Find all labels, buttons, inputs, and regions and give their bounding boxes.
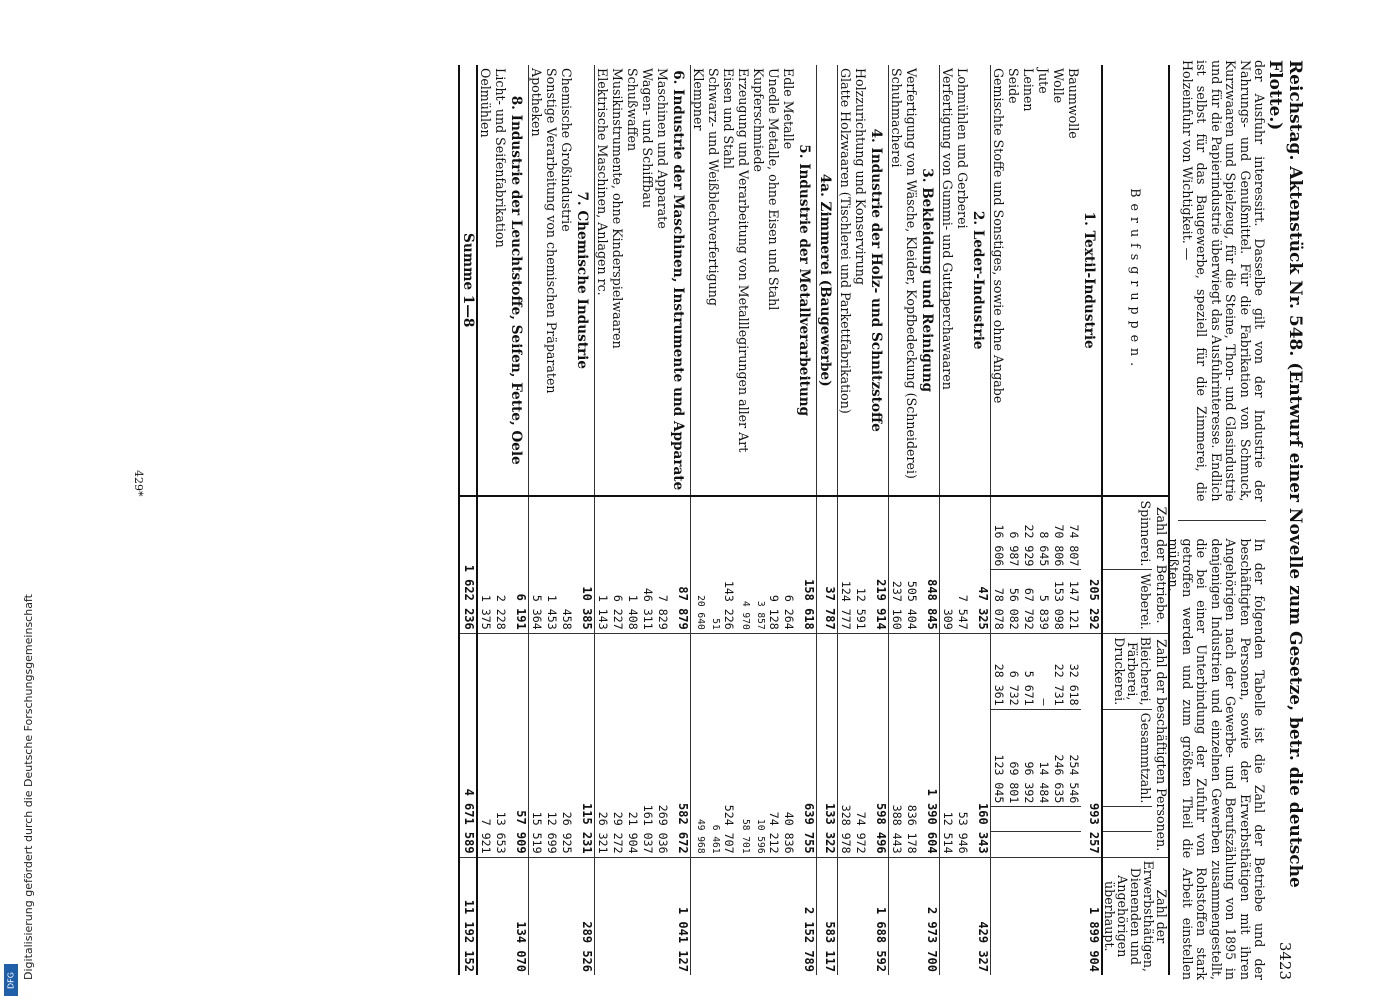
- section-erwerb: 289 526: [574, 857, 595, 975]
- row-label: Musikinstrumente, ohne Kinderspielwaaren: [610, 68, 625, 349]
- table-row: [991, 65, 1007, 975]
- table-row: [838, 65, 854, 975]
- table-row: [625, 65, 640, 975]
- section-row: [970, 65, 991, 975]
- cell: 254 546: [1066, 709, 1081, 807]
- section-erwerb: 2 973 700: [919, 857, 940, 975]
- cell: 1 375: [477, 496, 493, 633]
- table-row: [706, 65, 721, 975]
- section-erwerb: 1 899 904: [1081, 857, 1102, 975]
- row-label: Wagen- und Schiffbau: [640, 68, 655, 208]
- dfg-logo-icon: [4, 964, 18, 996]
- row-label: Erzeugung und Verarbeitung von Metalllegirungen aller Art: [736, 68, 751, 453]
- cell: 143 226: [721, 496, 736, 633]
- cell: 1 408: [625, 496, 640, 633]
- row-label: Unedle Metalle, ohne Eisen und Stahl: [766, 68, 781, 311]
- section-personen: 57 909: [508, 633, 529, 857]
- row-label: Elektrische Maschinen, Anlagen rc.: [595, 68, 610, 296]
- statistics-table: [458, 65, 1170, 975]
- section-row: [868, 65, 889, 975]
- section-title: 4. Industrie der Holz- und Schnitzstoffe: [868, 65, 889, 496]
- page-number-bottom: 429*: [132, 470, 145, 497]
- section-personen: 1 390 604: [919, 633, 940, 857]
- section-betriebe: 848 845: [919, 496, 940, 633]
- cell: 123 045: [991, 709, 1007, 807]
- section-row: [817, 65, 838, 975]
- row-label: Glatte Holzwaaren (Tischlerei und Parkettfabrikation): [838, 68, 853, 414]
- section-row: [919, 65, 940, 975]
- row-label: Baumwolle: [1066, 68, 1081, 139]
- section-betriebe: 47 325: [970, 496, 991, 633]
- cell: 53 946: [955, 633, 970, 857]
- row-label: Oelmühlen: [478, 68, 493, 138]
- cell: 74 212: [766, 633, 781, 857]
- dfg-logo-text: DFG: [6, 972, 16, 989]
- row-label: Lohmühlen und Gerberei: [955, 68, 970, 229]
- cell: 51: [706, 496, 721, 633]
- cell: 40 836: [781, 633, 796, 857]
- intro-right-column: In der folgenden Tabelle ist die Zahl der Betriebe und der beschäftigten Personen, sowie der Erwerbsthätigen mit ihren Angehörigen nach der Gewerbe- und Berufszählung von 1895 in denjenigen Industrien und einzelnen Gewerben zusammengestellt, die bei einer Unterbindung der Zufuhr von Rohstoffen stark getroffen werden und zum größten Theil die Arbeit einstellen müßten.: [1165, 538, 1267, 980]
- cell: —: [1036, 633, 1051, 709]
- cell: 10 596: [751, 633, 766, 857]
- table-row: [1021, 65, 1036, 975]
- row-label: Holzzurichtung und Konservirung: [853, 68, 868, 285]
- row-label: Klempner: [691, 68, 706, 131]
- section-personen: 582 672: [670, 633, 691, 857]
- table-row: [1006, 65, 1021, 975]
- table-row: [691, 65, 707, 975]
- section-row: [508, 65, 529, 975]
- section-title: 6. Industrie der Maschinen, Instrumente und Apparate: [670, 65, 691, 496]
- cell: 21 904: [625, 633, 640, 857]
- cell: 15 519: [529, 633, 545, 857]
- section-title: 2. Leder-Industrie: [970, 65, 991, 496]
- table-row: [736, 65, 751, 975]
- cell: 9 128: [766, 496, 781, 633]
- cell: 74 972: [853, 633, 868, 857]
- cell: 124 777: [838, 496, 854, 633]
- cell: 3 857: [751, 496, 766, 633]
- table-row: [781, 65, 796, 975]
- running-head: [1265, 60, 1305, 980]
- cell: 14 484: [1036, 709, 1051, 807]
- cell: 5 671: [1021, 633, 1036, 709]
- cell: 6 732: [1006, 633, 1021, 709]
- cell: 2 228: [493, 496, 508, 633]
- row-label: Kupferschmiede: [751, 68, 766, 173]
- cell: 70 806: [1051, 496, 1066, 569]
- table-row: [640, 65, 655, 975]
- cell: 26 321: [595, 633, 611, 857]
- cell: 32 618: [1066, 633, 1081, 709]
- row-label: Verfertigung von Wäsche, Kleider, Kopfbedeckung (Schneiderei): [904, 68, 919, 479]
- cell: 5 839: [1036, 570, 1051, 633]
- table-row: [940, 65, 956, 975]
- subheader-weberei: Weberei.: [1102, 570, 1152, 633]
- cell: 12 591: [853, 496, 868, 633]
- digitization-footer: [6, 420, 35, 1000]
- subheader-bleicherei: Bleicherei, Färberei, Druckerei.: [1102, 633, 1152, 709]
- section-personen: 993 257: [1081, 633, 1102, 857]
- subheader-gesamtzahl: Gesammtzahl.: [1102, 709, 1152, 807]
- cell: 6 227: [610, 496, 625, 633]
- table-row: [1066, 65, 1081, 975]
- cell: 16 606: [991, 496, 1007, 569]
- cell: 67 792: [1021, 570, 1036, 633]
- row-label: Schwarz- und Weißblechverfertigung: [706, 68, 721, 306]
- row-label: Sonstige Verarbeitung von chemischen Präparaten: [544, 68, 559, 394]
- row-label: Verfertigung von Gummi- und Guttaperchawaaren: [940, 68, 955, 390]
- intro-left-column: der Ausfuhr interessirt. Dasselbe gilt von der Industrie der Nahrungs- und Genußmittel. Für die Fabrikation von Schmuck, Kurzwaaren und Spielzeug, für die Steine, Thon- und Glasindustrie und für die Papierindustrie überwiegt das Ausfuhrinteresse. Endlich ist selbst für das Baugewerbe, speziell für die Zimmerei, die Holzeinfuhr von Wichtigkeit. —: [1179, 60, 1267, 502]
- section-betriebe: 6 191: [508, 496, 529, 633]
- cell: 6 987: [1006, 496, 1021, 569]
- section-title: 1. Textil-Industrie: [1081, 211, 1097, 349]
- row-label: Wolle: [1051, 68, 1066, 104]
- cell: 458: [559, 496, 574, 633]
- cell: 78 078: [991, 570, 1007, 633]
- row-label: Eisen und Stahl: [721, 68, 736, 169]
- section-row: [670, 65, 691, 975]
- section-betriebe: 205 292: [1081, 496, 1102, 633]
- cell: 1 143: [595, 496, 611, 633]
- cell: 29 272: [610, 633, 625, 857]
- table-row: [610, 65, 625, 975]
- section-personen: 160 343: [970, 633, 991, 857]
- table-row: [544, 65, 559, 975]
- section-erwerb: 1 688 592: [868, 857, 889, 975]
- section-betriebe: 10 385: [574, 496, 595, 633]
- sum-title: Summe 1—8: [460, 233, 476, 328]
- section-title: 4a. Zimmerei (Baugewerbe): [817, 65, 838, 496]
- table-row: [559, 65, 574, 975]
- table-row: [955, 65, 970, 975]
- table-row: [721, 65, 736, 975]
- section-row: [796, 65, 817, 975]
- cell: 4 970: [736, 496, 751, 633]
- header-betriebe: Zahl der Betriebe.: [1152, 496, 1169, 633]
- section-erwerb: 583 117: [817, 857, 838, 975]
- row-label: Schußwaffen: [625, 68, 640, 152]
- table-row: [766, 65, 781, 975]
- cell: 28 361: [991, 633, 1007, 709]
- row-label: Licht- und Seifenfabrikation: [493, 68, 508, 248]
- section-title: 3. Bekleidung und Reinigung: [919, 65, 940, 496]
- cell: 12 514: [940, 633, 956, 857]
- section-betriebe: 37 787: [817, 496, 838, 633]
- intro-text: [1165, 60, 1267, 980]
- section-personen: 133 322: [817, 633, 838, 857]
- cell: 22 731: [1051, 633, 1066, 709]
- cell: 7 921: [477, 633, 493, 857]
- cell: 505 404: [904, 496, 919, 633]
- row-label: Chemische Großindustrie: [559, 68, 574, 232]
- cell: 20 640: [691, 496, 707, 633]
- section-erwerb: 1 041 127: [670, 857, 691, 975]
- section-personen: 115 231: [574, 633, 595, 857]
- table-row: [853, 65, 868, 975]
- header-berufsgruppen: Berufsgruppen.: [1128, 188, 1143, 373]
- column-divider: [1178, 520, 1266, 521]
- row-label: Leinen: [1021, 68, 1036, 112]
- header-erwerb: Zahl der Erwerbsthätigen, Dienenden und Angehörigen überhaupt.: [1102, 857, 1169, 975]
- section-betriebe: 158 618: [796, 496, 817, 633]
- page-number-top: 3423: [1276, 941, 1294, 980]
- cell: 13 653: [493, 633, 508, 857]
- section-betriebe: 87 879: [670, 496, 691, 633]
- section-title: 5. Industrie der Metallverarbeitung: [796, 65, 817, 496]
- table-row: [529, 65, 545, 975]
- cell: 7 547: [955, 496, 970, 633]
- cell: 246 635: [1051, 709, 1066, 807]
- cell: 7 829: [655, 496, 670, 633]
- row-label: Maschinen und Apparate: [655, 68, 670, 229]
- cell: 309: [940, 496, 956, 633]
- cell: 161 037: [640, 633, 655, 857]
- section-personen: 639 755: [796, 633, 817, 857]
- cell: 56 082: [1006, 570, 1021, 633]
- cell: 74 807: [1066, 496, 1081, 569]
- table-row: [904, 65, 919, 975]
- table-row: [751, 65, 766, 975]
- cell: 8 645: [1036, 496, 1051, 569]
- document-page: [90, 0, 1310, 1000]
- cell: 26 925: [559, 633, 574, 857]
- table-row: [655, 65, 670, 975]
- table-row: [1036, 65, 1051, 975]
- cell: 328 978: [838, 633, 854, 857]
- section-erwerb: 429 327: [970, 857, 991, 975]
- section-personen: 598 496: [868, 633, 889, 857]
- cell: 58 701: [736, 633, 751, 857]
- footer-text: Digitalisierung gefördert durch die Deutsche Forschungsgemeinschaft: [22, 594, 35, 980]
- cell: 388 443: [889, 633, 905, 857]
- cell: 96 392: [1021, 709, 1036, 807]
- table-row: [889, 65, 905, 975]
- header-personen: Zahl der beschäftigten Personen.: [1152, 633, 1169, 857]
- table-row: [1051, 65, 1066, 975]
- row-label: Seide: [1006, 68, 1021, 104]
- cell: 153 098: [1051, 570, 1066, 633]
- cell: 1 453: [544, 496, 559, 633]
- sum-personen: 4 671 589: [459, 633, 477, 857]
- section-row: [1081, 65, 1102, 975]
- subheader-spinnerei: Spinnerei.: [1102, 496, 1152, 569]
- cell: 147 121: [1066, 570, 1081, 633]
- sum-row: [459, 65, 477, 975]
- section-erwerb: 134 070: [508, 857, 529, 975]
- row-label: Jute: [1036, 68, 1051, 94]
- cell: 46 311: [640, 496, 655, 633]
- table-row: [477, 65, 493, 975]
- cell: 6 461: [706, 633, 721, 857]
- row-label: Apotheken: [529, 68, 544, 137]
- row-label: Gemischte Stoffe und Sonstiges, sowie ohne Angabe: [991, 68, 1006, 404]
- sum-betriebe: 1 622 236: [459, 496, 477, 633]
- section-betriebe: 219 914: [868, 496, 889, 633]
- section-erwerb: 2 152 789: [796, 857, 817, 975]
- section-title: 8. Industrie der Leuchtstoffe, Seifen, Fette, Oele: [508, 65, 529, 496]
- cell: 22 929: [1021, 496, 1036, 569]
- cell: 12 699: [544, 633, 559, 857]
- running-head-title: Reichstag. Aktenstück Nr. 548. (Entwurf einer Novelle zum Gesetze, betr. die deutsche Flotte.): [1265, 60, 1305, 888]
- cell: 237 160: [889, 496, 905, 633]
- sum-erwerb: 11 192 152: [459, 857, 477, 975]
- cell: 269 036: [655, 633, 670, 857]
- cell: 69 801: [1006, 709, 1021, 807]
- cell: 49 968: [691, 633, 707, 857]
- section-title: 7. Chemische Industrie: [574, 65, 595, 496]
- row-label: Edle Metalle: [781, 68, 796, 150]
- table-row: [493, 65, 508, 975]
- cell: 524 707: [721, 633, 736, 857]
- row-label: Schuhmacherei: [889, 68, 904, 168]
- section-row: [574, 65, 595, 975]
- cell: 6 264: [781, 496, 796, 633]
- table-row: [595, 65, 611, 975]
- cell: 5 364: [529, 496, 545, 633]
- cell: 836 178: [904, 633, 919, 857]
